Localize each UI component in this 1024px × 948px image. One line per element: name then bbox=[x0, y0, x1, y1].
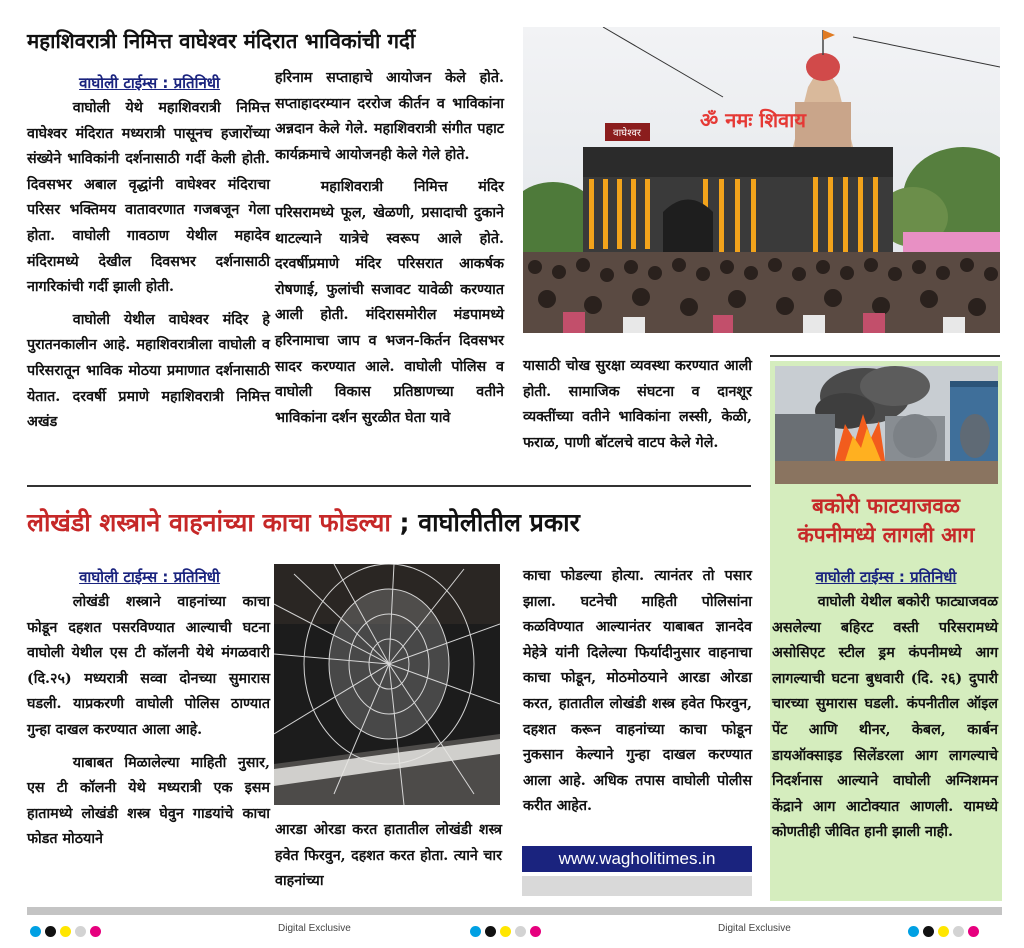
dot-black bbox=[485, 926, 496, 937]
article2-headline bbox=[27, 509, 580, 537]
article2-col3 bbox=[523, 564, 752, 820]
article1-col2-para1: हरिनाम सप्ताहाचे आयोजन केले होते. सप्ताहादरम्यान दररोज कीर्तन व भाविकांना अन्नदान केले गेले. महाशिवरात्री संगीत पहाट कार्यक्रमाचे आयोजनही केले गेले होते. bbox=[275, 70, 504, 163]
dot-yellow bbox=[60, 926, 71, 937]
dot-yellow bbox=[938, 926, 949, 937]
dot-grey bbox=[515, 926, 526, 937]
dot-cyan bbox=[908, 926, 919, 937]
article1-col2 bbox=[275, 66, 504, 431]
fire-photo bbox=[775, 366, 998, 484]
article1-headline: महाशिवरात्री निमित्त वाघेश्वर मंदिरात भाविकांची गर्दी bbox=[27, 29, 416, 53]
fire-article-body-wrap bbox=[772, 590, 998, 846]
top-right-divider bbox=[770, 355, 1000, 357]
article2-col3-para1: काचा फोडल्या होत्या. त्यानंतर तो पसार झाला. घटनेची माहिती पोलिसांना कळविण्यात आल्यानंतर याबाबत ज्ञानदेव मेहेत्रे यांनी दिलेल्या फिर्यादीनुसार वाहनाचा काचा फोडून, मोठमोठयाने आरडा ओरडा करत, हातातील लोखंडी शस्त्र हवेत फिरवुन, दहशत करून वाहनांच्या काचा फोडून नुकसान केल्याने गुन्हा दाखल करण्यात आला आहे. अधिक तपास वाघोली पोलीस करीत आहेत. bbox=[523, 568, 752, 815]
dot-grey bbox=[953, 926, 964, 937]
temple-board-text: वाघेश्वर bbox=[613, 128, 641, 139]
fire-article-headline bbox=[770, 492, 1002, 550]
article2-headline-sep: ; bbox=[390, 508, 419, 537]
footer-bar bbox=[27, 907, 1002, 915]
article1-byline: वाघोली टाईम्स : प्रतिनिधी bbox=[79, 74, 220, 92]
article1-col1 bbox=[27, 96, 270, 436]
shattered-glass-photo bbox=[274, 564, 500, 805]
color-dots-center bbox=[470, 922, 545, 941]
article2-col1-para1: लोखंडी शस्त्राने वाहनांच्या काचा फोडून दहशत पसरविण्यात आल्याची घटना वाघोली येथील एस टी कॉलनी येथे मंगळवारी (दि.२५) मध्यरात्री सव्वा दोनच्या सुमारास घडली. याप्रकरणी वाघोली पोलिस ठाण्यात गुन्हा दाखल करण्यात आला आहे. bbox=[27, 594, 270, 738]
website-banner[interactable]: www.wagholitimes.in bbox=[522, 846, 752, 872]
footer-label-left: Digital Exclusive bbox=[278, 923, 351, 934]
article1-col2-para2: महाशिवरात्री निमित्त मंदिर परिसरामध्ये फूल, खेळणी, प्रसादाची दुकाने थाटल्याने यात्रेचे स्वरूप आले होते. दरवर्षीप्रमाणे मंदिर परिसरात आकर्षक रोषणाई, फुलांची सजावट यावेळी करण्यात आली होती. मंदिरासमोरील मंडपामध्ये हरिनामाचा जाप व भजन-किर्तन दिवसभर सादर करण्यात आले. वाघोली पोलिस व वाघोली विकास प्रतिष्ठाणच्या वतीने भाविकांना दर्शन सुरळीत घेता यावे bbox=[275, 179, 504, 426]
article1-col1-para2: वाघोली येथील वाघेश्वर मंदिर हे पुरातनकालीन आहे. महाशिवरात्रीला वाघोली व परिसरातून भाविक मोठया प्रमाणात दर्शनासाठी येतात. दरवर्षी प्रमाणे महाशिवरात्री निमित्त अखंड bbox=[27, 311, 270, 431]
dot-yellow bbox=[500, 926, 511, 937]
dot-magenta bbox=[968, 926, 979, 937]
temple-photo bbox=[523, 27, 1000, 333]
footer-label-right: Digital Exclusive bbox=[718, 923, 791, 934]
temple-sign-text: ॐ नमः शिवाय bbox=[700, 108, 806, 132]
color-dots-left bbox=[30, 922, 105, 941]
dot-black bbox=[45, 926, 56, 937]
article2-col2 bbox=[275, 818, 502, 895]
dot-grey bbox=[75, 926, 86, 937]
fire-headline-line2: कंपनीमध्ये लागली आग bbox=[797, 523, 975, 547]
dot-magenta bbox=[530, 926, 541, 937]
article1-col1-para1: वाघोली येथे महाशिवरात्री निमित्त वाघेश्वर मंदिरात मध्यरात्री पासूनच हजारोंच्या संख्येने भाविकांनी दर्शनासाठी गर्दी केली होती. दिवसभर अबाल वृद्धांनी वाघेश्वर मंदिराचा परिसर भक्तिमय वातावरणात गजबजून गेला होता. वाघोली गावठाण येथील महादेव मंदिरामध्ये देखील दिवसभर दर्शनासाठी नागरिकांची गर्दी झाली होती. bbox=[27, 100, 270, 296]
dot-cyan bbox=[470, 926, 481, 937]
dot-black bbox=[923, 926, 934, 937]
dot-cyan bbox=[30, 926, 41, 937]
article2-col1 bbox=[27, 590, 270, 853]
article1-col3 bbox=[523, 354, 752, 456]
mid-divider bbox=[27, 485, 751, 487]
fire-article-byline: वाघोली टाईम्स : प्रतिनिधी bbox=[815, 568, 957, 586]
color-dots-right bbox=[908, 922, 983, 941]
website-banner-underbar bbox=[522, 876, 752, 896]
article2-byline: वाघोली टाईम्स : प्रतिनिधी bbox=[79, 568, 220, 586]
article2-col2-para1: आरडा ओरडा करत हातातील लोखंडी शस्त्र हवेत फिरवुन, दहशत करत होता. त्याने चार वाहनांच्या bbox=[275, 822, 502, 890]
article2-headline-black: वाघोलीतील प्रकार bbox=[418, 508, 580, 537]
fire-headline-line1: बकोरी फाटयाजवळ bbox=[812, 494, 960, 518]
article2-col1-para2: याबाबत मिळालेल्या माहिती नुसार, एस टी कॉलनी येथे मध्यरात्री एक इसम हातामध्ये लोखंडी शस्त्र घेवुन गाडयांचे काचा फोडत मोठयाने bbox=[27, 754, 270, 848]
fire-article-body: वाघोली येथील बकोरी फाट्याजवळ असलेल्या बहिरट वस्ती परिसरामध्ये असोसिएट स्टील ड्रम कंपनीमध्ये आग लागल्याची घटना बुधवारी (दि. २६) दुपारी चारच्या सुमारास घडली. कंपनीतील ऑइल पेंट आणि थीनर, केबल, कार्बन डायऑक्साइड सिलेंडरला आग लागल्याचे निदर्शनास आल्याने वाघोली अग्निशमन केंद्राने आग आटोक्यात आणली. यामध्ये कोणतीही जीवित हानी झाली नाही. bbox=[772, 594, 998, 841]
article1-col3-para1: यासाठी चोख सुरक्षा व्यवस्था करण्यात आली होती. सामाजिक संघटना व दानशूर व्यक्तींच्या वतीने भाविकांना लस्सी, केळी, फराळ, पाणी बॉटलचे वाटप केले गेले. bbox=[523, 358, 752, 451]
dot-magenta bbox=[90, 926, 101, 937]
article2-headline-red: लोखंडी शस्त्राने वाहनांच्या काचा फोडल्या bbox=[27, 508, 391, 537]
